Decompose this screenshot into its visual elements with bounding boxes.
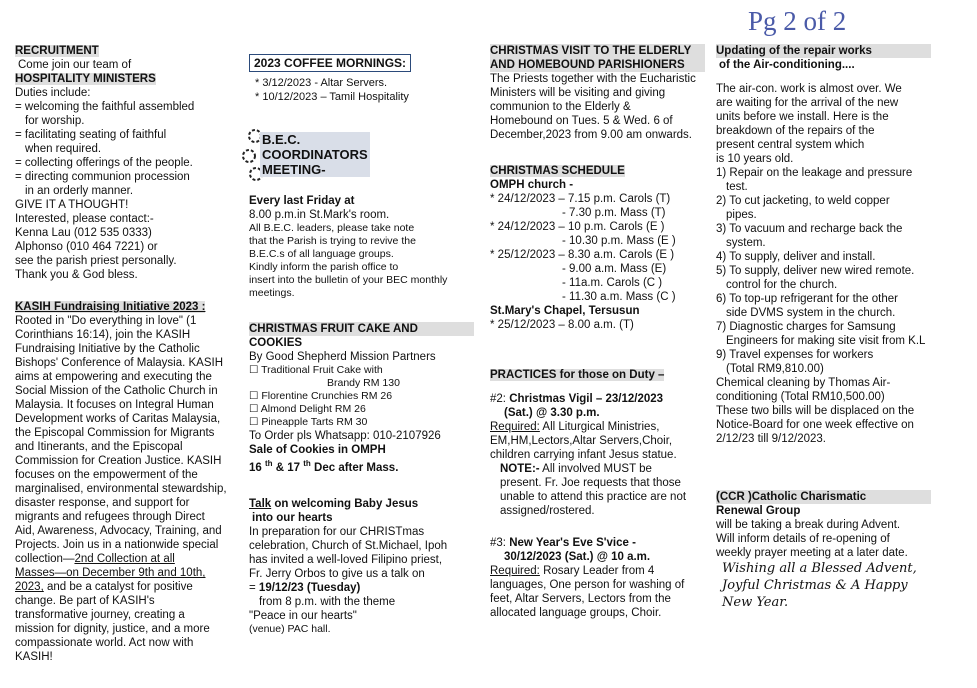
p2-title2: (Sat.) @ 3.30 p.m. [504,407,600,419]
talk-heading-u: Talk [249,497,272,510]
kasih-line: marginalised, environmental stewardship, [15,483,227,495]
p3-line: feet, Altar Servers, Lectors from the [490,593,671,605]
schedule-line: - 11a.m. Carols (C ) [562,277,663,289]
note-body [490,476,705,518]
note-first: All involved MUST be [539,463,652,475]
ccr-line: weekly prayer meeting at a later date. [716,547,908,559]
kasih-heading: KASIH Fundraising Initiative 2023 : [15,301,206,313]
p2-body [490,434,705,462]
duty-item-cont: when required. [25,143,102,155]
cake-date-b: & 17 [272,461,301,474]
aircon-item-cont: test. [726,181,748,193]
cake-item: ☐ Florentine Crunchies RM 26 [249,390,393,402]
column-1 [15,44,235,664]
kasih-line: change. Be part of KASIH's [15,595,155,607]
aircon-item-cont: (Total RM9,810.00) [726,363,824,375]
p2-req-label: Required: [490,421,540,433]
cake-date-sup1: th [265,459,273,468]
practices-heading: PRACTICES for those on Duty – [490,369,665,381]
column-3 [490,44,705,620]
duty-item: = facilitating seating of faithful [15,129,167,141]
duties-label: Duties include: [15,87,91,99]
talk-time: from 8 p.m. with the theme [259,595,396,608]
aircon-list [716,166,931,376]
aircon-intro-line: are waiting for the arrival of the new [716,97,899,109]
duty-item-cont: in an orderly manner. [25,185,134,197]
p3-title: New Year's Eve S'vice - [509,537,636,549]
kasih-line: Development works of Caritas Malaysia, [15,413,221,425]
duty-item: = collecting offerings of the people. [15,157,193,169]
cake-item: ☐ Almond Delight RM 26 [249,403,366,415]
aircon-item: 7) Diagnostic charges for Samsung [716,321,896,333]
p3-line: languages, One person for washing of [490,579,685,591]
visit-heading-l1: CHRISTMAS VISIT TO THE ELDERLY [490,44,705,58]
note-line: assigned/rostered. [500,505,595,517]
kasih-line: Fundraising Initiative by the Catholic [15,343,200,355]
aircon-item-cont: Engineers for making site visit from K.L [726,335,926,347]
wish-l3: New Year. [722,595,789,610]
duty-item: = welcoming the faithful assembled [15,101,195,113]
cake-item: Brandy RM 130 [327,377,400,389]
kasih-line: and Itinerants, and the Episcopal [15,441,183,453]
coffee-item: * 10/12/2023 – Tamil Hospitality [255,91,409,103]
schedule-line: - 9.00 a.m. Mass (E) [562,263,667,275]
note-line: unable to attend this practice are not [500,491,687,503]
bec-line: Kindly inform the parish office to [249,261,399,273]
schedule-line: * 24/12/2023 – 10 p.m. Carols (E ) [490,221,665,233]
kasih-line: Bishops' Conference of Malaysia. KASIH [15,357,224,369]
kasih-l19: Masses—on December 9th and 10th, [15,567,206,579]
kasih-body [15,314,235,552]
cake-by: By Good Shepherd Mission Partners [249,351,436,363]
bec-when: Every last Friday at [249,195,355,207]
recruitment-intro: Come join our team of [18,59,132,71]
recruitment-team: HOSPITALITY MINISTERS [15,73,156,85]
cake-date-c: Dec after Mass. [310,461,399,474]
aircon-intro-line: is 10 years old. [716,153,794,165]
p2-line: children carrying infant Jesus statue. [490,449,677,461]
aircon-intro [716,82,931,166]
p3-prefix: #3: [490,537,510,549]
aircon-item: 1) Repair on the leakage and pressure [716,167,913,179]
cake-date-a: 16 [249,461,262,474]
cake-heading-l2: COOKIES [249,337,303,349]
aircon-tail-line: conditioning (Total RM10,500.00) [716,391,885,403]
aircon-item: 6) To top-up refrigerant for the other [716,293,898,305]
kasih-line: mission for dignity, justice, and a more [15,623,210,635]
talk-heading-l2: into our hearts [252,511,333,524]
aircon-heading-l1: Updating of the repair works [716,44,931,58]
schedule-chapel-line: * 25/12/2023 – 8.00 a.m. (T) [490,319,634,331]
p2-line: EM,HM,Lectors,Altar Servers,Choir, [490,435,673,447]
kasih-l18b: 2nd Collection at all [74,553,175,565]
p3-body [490,578,705,620]
ccr-heading-l1: (CCR )Catholic Charismatic [716,490,931,504]
kasih-line: Social Mission of the Catholic Church in [15,385,218,397]
p3-req: Rosary Leader from 4 [539,565,655,577]
talk-venue: (venue) PAC hall. [249,622,331,635]
aircon-item: 5) To supply, deliver new wired remote. [716,265,915,277]
kasih-line: Malaysia. It focuses on Integral Human [15,399,214,411]
aircon-item-cont: control for the church. [726,279,838,291]
aircon-item: 9) Travel expenses for workers [716,349,874,361]
note-line: present. Fr. Joe requests that those [500,477,681,489]
wish-l2: Joyful Christmas & A Happy [722,578,908,593]
schedule-line: * 25/12/2023 – 8.30 a.m. Carols (E ) [490,249,675,261]
talk-line: has invited a well-loved Filipino priest, [249,553,443,566]
aircon-item: 3) To vacuum and recharge back the [716,223,903,235]
visit-line: December,2023 from 9.00 am onwards. [490,129,692,141]
kasih-line: Projects. Join us in a nationwide special [15,539,219,551]
p3-req-label: Required: [490,565,540,577]
bec-where: 8.00 p.m.in St.Mark's room. [249,209,390,221]
contact-line: Kenna Lau (012 535 0333) [15,227,152,239]
aircon-heading-l2: of the Air-conditioning.... [719,59,855,71]
coffee-item: * 3/12/2023 - Altar Servers. [255,77,388,89]
bec-line: meetings. [249,287,295,299]
cake-dates [249,457,474,475]
kasih-line: transformative journey, creating a [15,609,185,621]
talk-body [249,525,474,581]
kasih-line: Rooted in "Do everything in love" (1 [15,315,197,327]
bec-line: insert into the bulletin of your BEC monthly [249,274,448,286]
kasih-l20a: 2023, [15,581,44,593]
recruitment-contact [15,198,235,282]
bec-line: B.E.C.s of all language groups. [249,248,394,260]
ccr-heading-l2: Renewal Group [716,505,801,517]
visit-line: Ministers will be visiting and giving [490,87,666,99]
talk-line: Fr. Jerry Orbos to give us a talk on [249,567,425,580]
talk-heading-rest: on welcoming Baby Jesus [271,497,419,510]
kasih-line: KASIH! [15,651,53,663]
visit-body [490,72,705,142]
note-label: NOTE:- [500,463,540,475]
aircon-tail-line: These two bills will be displaced on the [716,405,915,417]
talk-date-prefix: = [249,581,259,594]
schedule-line: - 11.30 a.m. Mass (C ) [562,291,676,303]
column-4 [716,44,931,611]
aircon-intro-line: breakdown of the repairs of the [716,125,875,137]
kasih-body-end [15,594,235,664]
visit-line: communion to the Elderly & [490,101,631,113]
bec-banner [240,126,380,182]
bec-line: All B.E.C. leaders, please take note [249,222,415,234]
wish-l1: Wishing all a Blessed Advent, [722,561,917,576]
schedule-heading: CHRISTMAS SCHEDULE [490,165,625,177]
kasih-line: disaster response, and support for [15,497,190,509]
aircon-intro-line: units before we install. Here is the [716,111,889,123]
kasih-line: the Episcopal Commission for Migrants [15,427,215,439]
cake-item: ☐ Traditional Fruit Cake with [249,364,383,376]
schedule-line: - 10.30 p.m. Mass (E ) [562,235,676,247]
p3-title2: 30/12/2023 (Sat.) @ 10 a.m. [504,551,651,563]
column-2-lower [249,194,474,636]
bec-line: that the Parish is trying to revive the [249,235,416,247]
aircon-item-cont: system. [726,237,766,249]
cake-heading-l1: CHRISTMAS FRUIT CAKE AND [249,322,474,336]
p3-line: allocated language groups, Choir. [490,607,662,619]
page-number-label: Pg 2 of 2 [748,6,847,36]
talk-theme: "Peace in our hearts" [249,609,357,622]
ccr-line: will be taking a break during Advent. [716,519,901,531]
p2-title: Christmas Vigil – 23/12/2023 [509,393,664,405]
schedule-line: - 7.30 p.m. Mass (T) [562,207,666,219]
cake-sale: Sale of Cookies in OMPH [249,444,386,456]
coffee-list [249,76,474,104]
aircon-item: 2) To cut jacketing, to weld copper [716,195,890,207]
kasih-l18a: collection— [15,553,75,565]
visit-heading-l2: AND HOMEBOUND PARISHIONERS [490,58,705,72]
bec-title-l2: COORDINATORS [262,147,368,162]
recruitment-heading: RECRUITMENT [15,45,99,57]
cake-list [249,364,474,429]
aircon-item-cont: side DVMS system in the church. [726,307,896,319]
contact-line: Alphonso (010 464 7221) or [15,241,158,253]
contact-line: Thank you & God bless. [15,269,138,281]
bec-body [249,222,474,300]
p2-req: All Liturgical Ministries, [539,421,660,433]
bec-title [260,132,370,177]
aircon-tail [716,376,931,446]
bec-title-l1: B.E.C. [262,132,301,147]
duties-list [15,100,235,198]
kasih-line: migrants and refugees through Direct [15,511,205,523]
contact-line: GIVE IT A THOUGHT! [15,199,129,211]
kasih-line: focuses on the empowerment of the [15,469,198,481]
kasih-l20b: and be a catalyst for positive [43,581,193,593]
aircon-item: 4) To supply, deliver and install. [716,251,876,263]
column-2 [249,54,474,104]
schedule-church: OMPH church - [490,179,574,191]
kasih-line: Commission for Creation Justice. KASIH [15,455,222,467]
coffee-heading: 2023 COFFEE MORNINGS: [249,54,411,72]
bec-title-l3: MEETING- [262,162,326,177]
p2-prefix: #2: [490,393,510,405]
aircon-item-cont: pipes. [726,209,757,221]
schedule-list [490,192,705,304]
kasih-line: compassionate world. Act now with [15,637,194,649]
visit-line: Homebound on Tues. 5 & Wed. 6 of [490,115,673,127]
cake-date-sup2: th [303,459,311,468]
ccr-body [716,518,931,560]
aircon-tail-line: 2/12/23 till 9/12/2023. [716,433,826,445]
schedule-line: * 24/12/2023 – 7.15 p.m. Carols (T) [490,193,671,205]
talk-date: 19/12/23 (Tuesday) [258,581,361,594]
schedule-chapel: St.Mary's Chapel, Tersusun [490,305,640,317]
duty-item: = directing communion procession [15,171,190,183]
aircon-tail-line: Notice-Board for one week effective on [716,419,914,431]
cake-order: To Order pls Whatsapp: 010-2107926 [249,430,441,442]
duty-item-cont: for worship. [25,115,85,127]
contact-line: Interested, please contact:- [15,213,154,225]
aircon-intro-line: The air-con. work is almost over. We [716,83,902,95]
kasih-line: aims at empowering and executing the [15,371,212,383]
visit-line: The Priests together with the Eucharistic [490,73,696,85]
aircon-tail-line: Chemical cleaning by Thomas Air- [716,377,891,389]
kasih-line: Corinthians 16:14), join the KASIH [15,329,191,341]
aircon-intro-line: present central system which [716,139,865,151]
talk-line: celebration, Church of St.Michael, Ipoh [249,539,448,552]
ccr-line: Will inform details of re-opening of [716,533,890,545]
kasih-line: Aid, Awareness, Advocacy, Training, and [15,525,222,537]
talk-line: In preparation for our CHRISTmas [249,525,425,538]
contact-line: see the parish priest personally. [15,255,177,267]
cake-item: ☐ Pineapple Tarts RM 30 [249,416,368,428]
